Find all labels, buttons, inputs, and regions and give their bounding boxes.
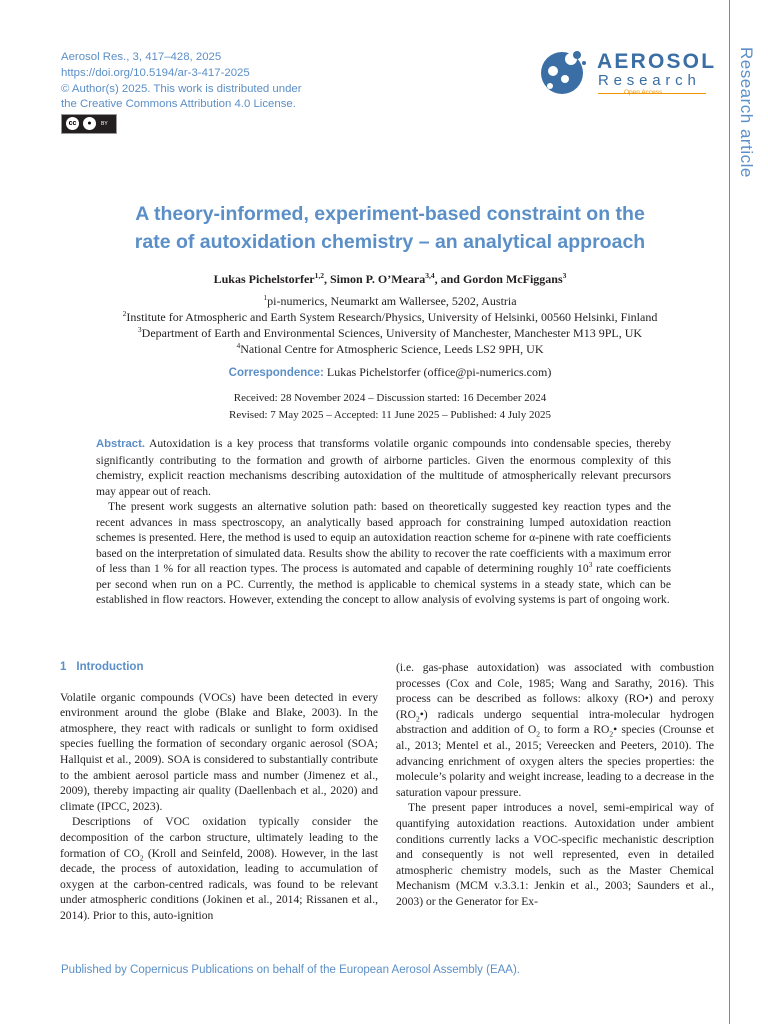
- abstract-label: Abstract.: [96, 438, 145, 450]
- subscript: 2: [609, 729, 614, 739]
- body-text: (Kroll and Seinfeld, 2008). However, in the last decade, the process of autoxidation, leading to accumulation of oxygen at the carbon-centred radicals, was found to be relevant under atmospheric conditions (Jokinen et al., 2014; Rissanen et al., 2014). Prior to this, auto-ignition: [60, 846, 379, 922]
- title-line: A theory-informed, experiment-based constraint on the: [135, 203, 645, 225]
- author-affil-ref: 3: [562, 271, 567, 280]
- affiliation-number: 4: [236, 341, 241, 350]
- side-rule: [729, 0, 730, 1024]
- body-column-right: [396, 660, 714, 910]
- author-separator: ,: [324, 272, 330, 286]
- dates-line: Received: 28 November 2024 – Discussion started: 16 December 2024: [233, 392, 547, 404]
- affiliation-text: National Centre for Atmospheric Science, Leeds LS2 9PH, UK: [240, 342, 544, 356]
- cc-by-license-icon[interactable]: [61, 114, 117, 134]
- affiliation-text: pi-numerics, Neumarkt am Wallersee, 5202, Austria: [267, 294, 517, 308]
- abstract-paragraph: Autoxidation is a key process that transforms volatile organic compounds into condensable species, thereby significantly contributing to the formation and growth of airborne particles. Given the enormous complexity of this chemistry, explicit reaction mechanisms describing autoxidation of the multitude of atmospherically relevant precursors may appear out of reach.: [96, 437, 671, 498]
- affiliation-text: Institute for Atmospheric and Earth System Research/Physics, University of Helsinki, 00560 Helsinki, Finland: [126, 310, 658, 324]
- author-name: Gordon McFiggans: [462, 272, 563, 286]
- body-text: • species (Crounse et al., 2013; Mentel et al., 2015; Vereecken and Peeters, 2010). The advancing enrichment of oxygen alters the species properties: the molecule’s polarity and weight increase, leading to a decrease in the saturation vapour pressure.: [396, 723, 714, 799]
- body-paragraph: Volatile organic compounds (VOCs) have been detected in every environment around the globe (Blake and Blake, 2003). In the atmosphere, they react with radicals or sunlight to form oxidised species fuelling the formation of secondary organic aerosol (SOA; Hallquist et al., 2009). SOA is considered to substantially contribute to the ambient aerosol particle mass and number (Jimenez et al., 2009), thereby impacting air quality (Daellenbach et al., 2020) and climate (IPCC, 2023).: [60, 690, 378, 813]
- body-paragraph: [60, 814, 378, 923]
- cc-icon: cc: [66, 117, 79, 130]
- section-heading: [60, 660, 378, 676]
- copyright-line: © Author(s) 2025. This work is distributed under: [61, 82, 302, 95]
- affiliation: [60, 325, 720, 341]
- correspondence-label: Correspondence:: [228, 367, 324, 379]
- section-number: 1: [60, 661, 67, 673]
- body-text: (i.e. gas-phase autoxidation) was associated with combustion processes (Cox and Cole, 1985; Wang and Sarathy, 2016). This process can be described as follows: alkoxy (RO•) and peroxy (RO: [396, 661, 714, 721]
- affiliation-number: 1: [263, 293, 268, 302]
- open-access-label: Open Access: [624, 89, 663, 96]
- subscript: 2: [536, 729, 540, 739]
- abstract: [96, 436, 671, 608]
- author-name: Lukas Pichelstorfer: [213, 272, 315, 286]
- paper-title: [60, 200, 720, 256]
- title-line: rate of autoxidation chemistry – an analytical approach: [134, 231, 646, 253]
- body-text: •) radicals undergo sequential intra-molecular hydrogen abstraction and addition of O: [396, 707, 714, 737]
- subscript: 2: [415, 714, 420, 724]
- author-affil-ref: 3,4: [425, 271, 435, 280]
- subscript: 2: [139, 852, 144, 862]
- author-separator: , and: [434, 272, 463, 286]
- publisher-footer: Published by Copernicus Publications on behalf of the European Aerosol Assembly (EAA).: [61, 964, 520, 976]
- attribution-icon: ●: [83, 117, 96, 130]
- affiliation: [60, 309, 720, 325]
- body-text: to form a RO: [539, 723, 610, 737]
- section-title: Introduction: [76, 661, 144, 673]
- body-paragraph: [396, 660, 714, 800]
- by-label: BY: [101, 121, 108, 127]
- body-column-left: [60, 660, 378, 924]
- logo-subtitle: Research: [598, 72, 701, 89]
- affiliation-text: Department of Earth and Environmental Sciences, University of Manchester, Manchester M13 9PL, UK: [141, 326, 643, 340]
- author-list: [60, 272, 720, 287]
- citation-block: [61, 50, 302, 113]
- affiliation-number: 3: [137, 325, 142, 334]
- abstract-paragraph: The present work suggests an alternative solution path: based on theoretically suggested key reaction types and the recent advances in mass spectroscopy, an analytically based approach for constraining lumped autoxidation reaction schemes is presented. Here, the method is used to equip an autoxidation reaction scheme for α-pinene with rate coefficients based on the interpretation of simulated data. Results show the ability to recover the rate coefficients with a maximum error of less than 1 % for all reaction types. The process is automated and capable of determining roughly 10: [96, 500, 671, 575]
- correspondence: [60, 365, 720, 380]
- abstract-paragraph-cont: rate coefficients per second when run on a PC. Currently, the method is applicable to chemical systems in a steady state, which can be established in flow reactors. However, extending the concept to allow analysis of evolving systems is part of ongoing work.: [96, 562, 671, 606]
- affiliation-list: [60, 293, 720, 357]
- body-text: Descriptions of VOC oxidation typically consider the decomposition of the carbon structure, ultimately leading to the formation of CO: [60, 815, 378, 860]
- article-type-label: Research article: [737, 47, 756, 178]
- superscript: 3: [588, 560, 593, 570]
- doi-link[interactable]: https://doi.org/10.5194/ar-3-417-2025: [61, 66, 250, 79]
- logo-wordmark: AEROSOL: [597, 50, 717, 73]
- correspondence-text[interactable]: Lukas Pichelstorfer (office@pi-numerics.com): [326, 365, 552, 379]
- affiliation: [60, 293, 720, 309]
- affiliation: [60, 341, 720, 357]
- author-affil-ref: 1,2: [314, 271, 324, 280]
- publication-dates: [60, 390, 720, 424]
- license-line[interactable]: the Creative Commons Attribution 4.0 License.: [61, 98, 296, 111]
- author-name: Simon P. O’Meara: [330, 272, 426, 286]
- affiliation-number: 2: [122, 309, 127, 318]
- dates-line: Revised: 7 May 2025 – Accepted: 11 June 2025 – Published: 4 July 2025: [229, 409, 551, 421]
- journal-citation: Aerosol Res., 3, 417–428, 2025: [61, 51, 222, 63]
- body-paragraph: The present paper introduces a novel, semi-empirical way of quantifying autoxidation reactions. Autoxidation under ambient conditions currently lacks a VOC-specific mechanistic description and consequently is not well represented, even in detailed atmospheric chemistry models, such as the Master Chemical Mechanism (MCM v.3.3.1: Jenkin et al., 2003; Saunders et al., 2003) or the Generator for Ex-: [396, 801, 714, 908]
